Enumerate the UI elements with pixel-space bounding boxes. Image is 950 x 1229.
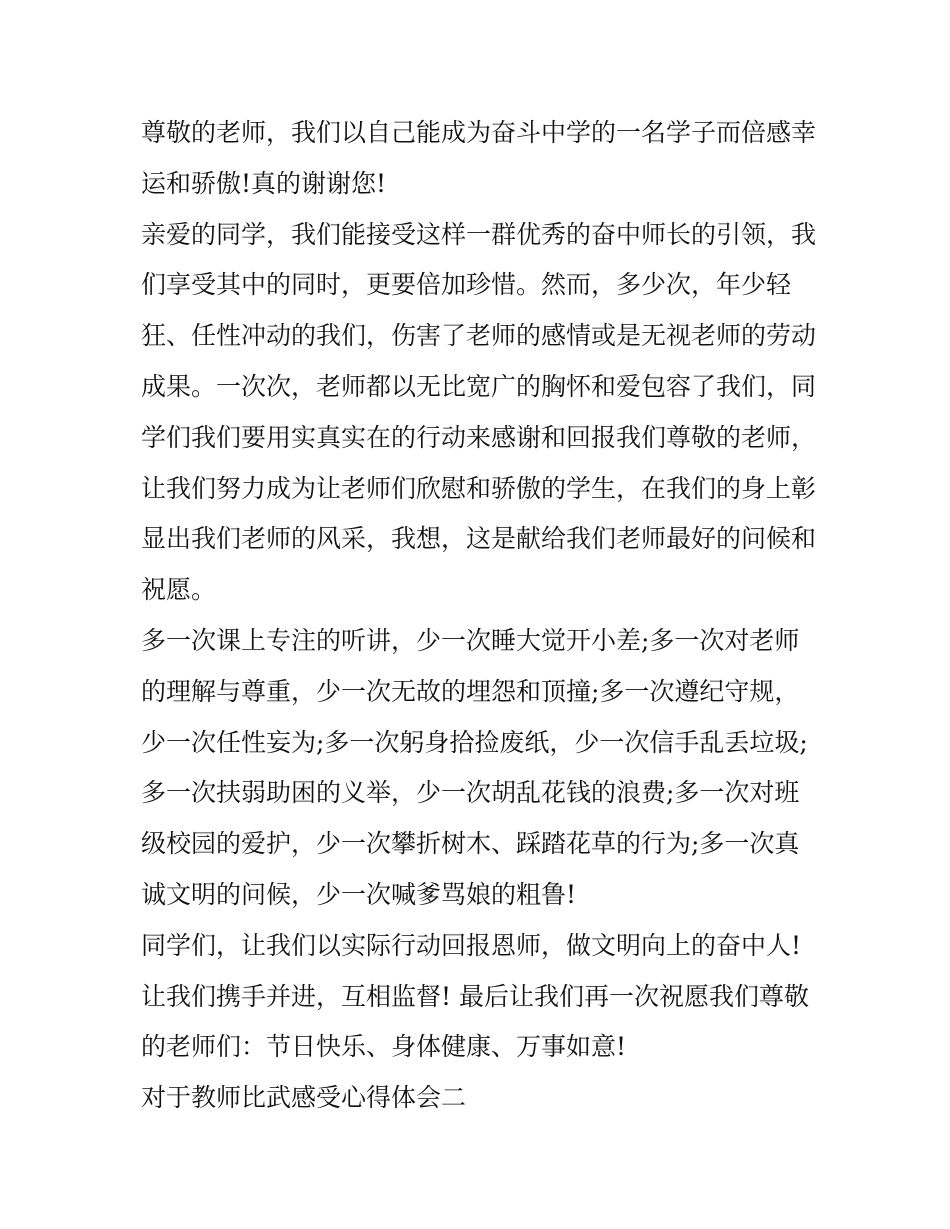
text-line: 尊敬的老师，我们以自己能成为奋斗中学的一名学子而倍感幸 — [141, 118, 817, 147]
text-line: 狂、任性冲动的我们，伤害了老师的感情或是无视老师的劳动 — [141, 321, 817, 351]
text-line: 同学们，让我们以实际行动回报恩师，做文明向上的奋中人! — [141, 930, 802, 960]
section-heading: 对于教师比武感受心得体会二 — [141, 1083, 467, 1113]
text-line: 运和骄傲!真的谢谢您! — [141, 168, 387, 198]
text-line: 显出我们老师的风采，我想，这是献给我们老师最好的问候和 — [141, 524, 817, 554]
text-line: 的老师们：节日快乐、身体健康、万事如意! — [141, 1032, 627, 1062]
text-line: 诚文明的问候，少一次喊爹骂娘的粗鲁! — [141, 879, 577, 909]
document-body — [141, 108, 821, 1124]
text-line: 祝愿。 — [141, 575, 217, 605]
text-line: 让我们携手并进，互相监督! 最后让我们再一次祝愿我们尊敬 — [141, 981, 809, 1011]
text-line: 多一次扶弱助困的义举，少一次胡乱花钱的浪费;多一次对班 — [141, 778, 800, 808]
text-line: 级校园的爱护，少一次攀折树木、踩踏花草的行为;多一次真 — [141, 829, 800, 859]
text-line: 成果。一次次，老师都以无比宽广的胸怀和爱包容了我们，同 — [141, 371, 817, 401]
text-line: 学们我们要用实真实在的行动来感谢和回报我们尊敬的老师， — [141, 422, 817, 452]
text-line: 的理解与尊重，少一次无故的埋怨和顶撞;多一次遵纪守规， — [141, 676, 800, 706]
text-line: 让我们努力成为让老师们欣慰和骄傲的学生，在我们的身上彰 — [141, 473, 817, 503]
text-line: 亲爱的同学，我们能接受这样一群优秀的奋中师长的引领，我 — [141, 219, 817, 249]
text-line: 们享受其中的同时，更要倍加珍惜。然而，多少次，年少轻 — [141, 270, 792, 300]
text-line: 多一次课上专注的听讲，少一次睡大觉开小差;多一次对老师 — [141, 625, 800, 655]
text-line: 少一次任性妄为;多一次躬身拾捡废纸，少一次信手乱丢垃圾; — [141, 727, 808, 757]
